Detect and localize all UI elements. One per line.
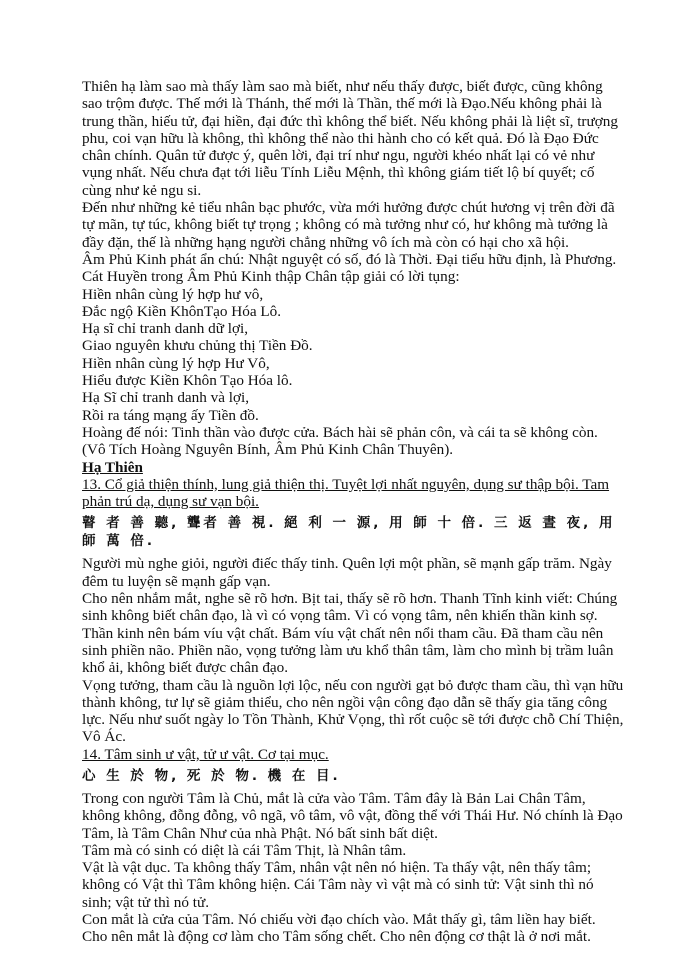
paragraph: Người mù nghe giỏi, người điếc thấy tinh. Quên lợi một phần, sẽ mạnh gấp trăm. Ngày đêm tu luyện sẽ mạnh gấp vạn. <box>82 555 612 590</box>
paragraph: Trong con người Tâm là Chủ, mắt là cửa vào Tâm. Tâm đây là Bản Lai Chân Tâm, không không, đỗng đỗng, vô ngã, vô tâm, vô vật, đồng thể với Thái Hư. Nó chính là Đạo Tâm, là Tâm Chân Như của nhà Phật. Nó bất sinh bất diệt. <box>82 789 623 842</box>
paragraph: Thiên hạ làm sao mà thấy làm sao mà biết, như nếu thấy được, biết được, cũng không sao trộm được. Thế mới là Thánh, thế mới là Thần, thế mới là Đạo.Nếu không phải là trung thần, hiếu tử, đại hiền, đại đức thì không thể biết. Nếu không phải là liệt sĩ, trượng phu, coi vạn hữu là không, thì không thể nào thi hành cho có kết quả. Đó là Đạo Đức chân chính. Quân tử được ý, quên lời, đại trí như ngu, người khéo nhất lại có vẻ như vụng nhất. Nếu chưa đạt tới liễu Tính Liễu Mệnh, thì không giám tiết lộ bí quyết; cố cùng như kẻ ngu si. <box>82 78 618 199</box>
paragraph: Hoàng đế nói: Tinh thần vào được cửa. Bách hài sẽ phản côn, và cái ta sẽ không còn. (Vô Tích Hoàng Nguyên Bính, Âm Phủ Kinh Chân Thuyên). <box>82 423 598 459</box>
paragraph: Vọng tưởng, tham cầu là nguồn lợi lộc, nếu con người gạt bỏ được tham cầu, thì vạn hữu thành không, tư lự sẽ giảm thiểu, cho nên ngồi vận công đạo dẫn sẽ thấy gia tăng công lực. Nếu như suốt ngày lo Tồn Thành, Khử Vọng, thì rốt cuộc sẽ tới được chỗ Chí Thiện, Vô Ác. <box>82 676 624 746</box>
verse-line: Rồi ra táng mạng ấy Tiền đồ. <box>82 406 259 424</box>
paragraph: Vật là vật dục. Ta không thấy Tâm, nhân vật nên nó hiện. Ta thấy vật, nên thấy tâm; không có Vật thì Tâm không hiện. Cái Tâm này vì vật mà có sinh tử: Vật sinh thì nó sinh; vật tử thì nó tử. <box>82 859 594 911</box>
verse-line: Hiền nhân cùng lý hợp Hư Vô, <box>82 354 270 372</box>
paragraph: Tâm mà có sinh có diệt là cái Tâm Thịt, là Nhân tâm. <box>82 841 407 859</box>
item-14-heading: 14. Tâm sinh ư vật, tử ư vật. Cơ tại mục. <box>82 745 329 763</box>
verse-line: Hạ Sĩ chỉ tranh danh và lợi, <box>82 389 250 407</box>
section-title: Hạ Thiên <box>82 458 143 476</box>
paragraph: Cho nên nhắm mắt, nghe sẽ rõ hơn. Bịt tai, thấy sẽ rõ hơn. Thanh Tĩnh kinh viết: Chúng sinh không biết chân đạo, là vì có vọng tâm. Vì có vọng tâm, nên khiến thần kinh sợ. Thần kinh nên bám víu vật chất. Bám víu vật chất nên nổi tham cầu. Đã tham cầu nên sinh phiền não. Phiền não, vọng tưởng làm ưu khổ thân tâm, làm cho mình bị trầm luân khổ ải, không biết được chân đạo. <box>82 590 618 677</box>
verse-line: Hiền nhân cùng lý hợp hư vô, <box>82 285 264 303</box>
verse-line: Hiểu được Kiền Khôn Tạo Hóa lô. <box>82 372 293 390</box>
paragraph: Âm Phủ Kinh phát ẩn chú: Nhật nguyệt có số, đó là Thời. Đại tiểu hữu định, là Phương. <box>82 250 617 268</box>
verse-line: Giao nguyên khưu chủng thị Tiền Đồ. <box>82 337 313 355</box>
item-13-chinese: 瞽 者 善 聽, 聾者 善 視. 絕 利 一 源, 用 師 十 倍. 三 返 晝 夜, 用 師 萬 倍. <box>82 515 616 550</box>
document-page <box>82 78 624 946</box>
item-14-chinese: 心 生 於 物, 死 於 物. 機 在 目. <box>82 767 341 784</box>
paragraph: Cát Huyền trong Âm Phủ Kinh thập Chân tập giải có lời tụng: <box>82 268 460 286</box>
paragraph: Con mắt là cửa của Tâm. Nó chiếu vời đạo chích vào. Mắt thấy gì, tâm liền hay biết. Cho nên mắt là động cơ làm cho Tâm sống chết. Cho nên động cơ thật là ở nơi mắt. <box>82 911 596 946</box>
paragraph: Đến như những kẻ tiểu nhân bạc phước, vừa mới hưởng được chút hương vị trên đời đã tự mãn, tự túc, không biết tự trọng ; không có mà tưởng như có, hư không mà tưởng là đầy đặn, thế là những hạng người chẳng những vô ích mà còn có hại cho xã hội. <box>82 199 615 251</box>
item-13-heading: 13. Cổ giả thiện thính, lung giả thiện thị. Tuyệt lợi nhất nguyên, dụng sư thập bội. Tam phản trú dạ, dụng sư vạn bội. <box>82 475 610 511</box>
verse-line: Đắc ngộ Kiền KhônTạo Hóa Lô. <box>82 302 282 320</box>
verse-line: Hạ sĩ chỉ tranh danh dữ lợi, <box>82 320 248 338</box>
